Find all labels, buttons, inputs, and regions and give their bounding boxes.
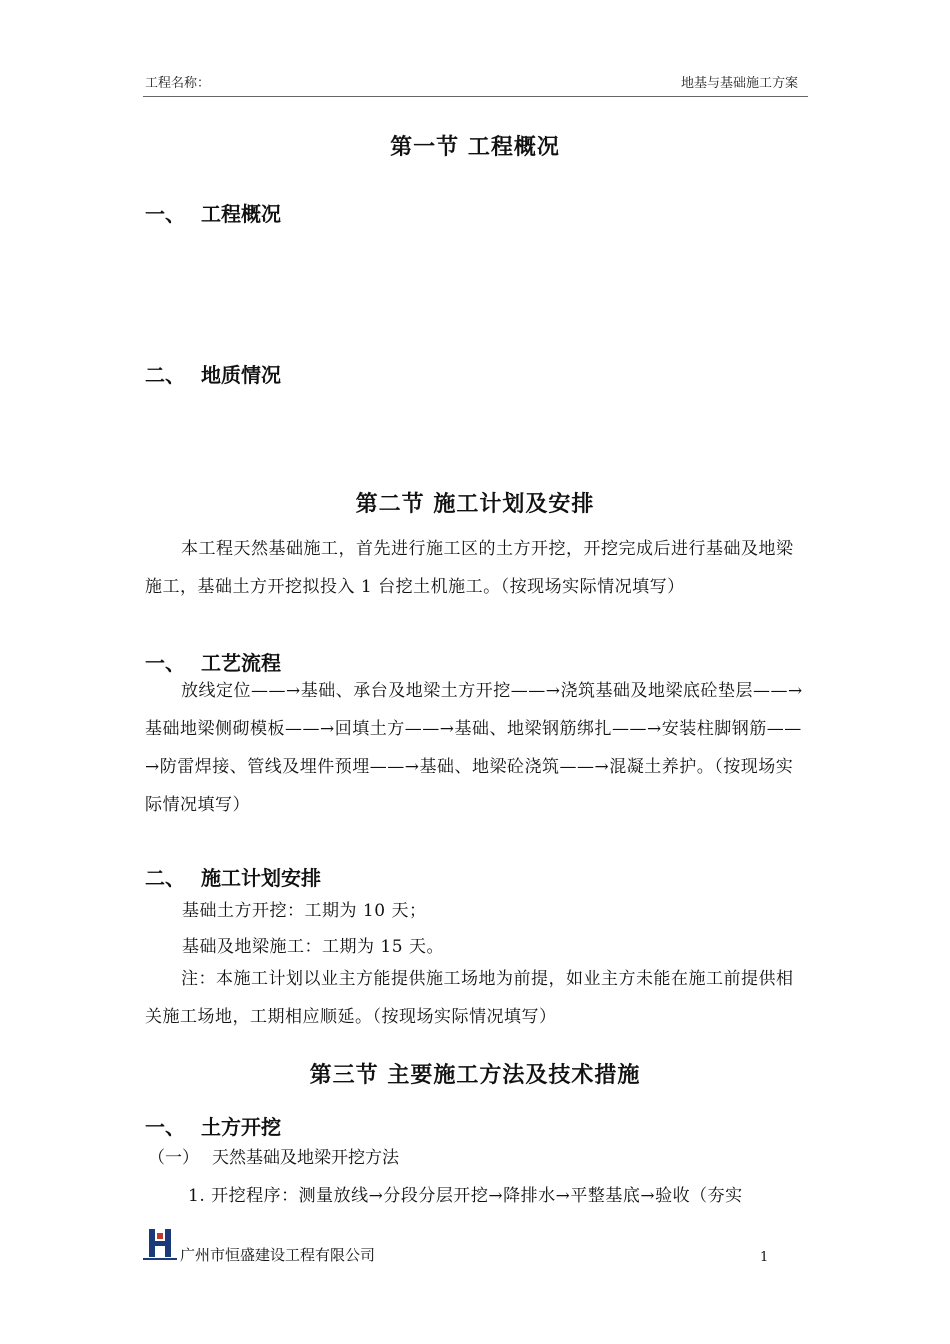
plan-foundation: 基础及地梁施工：工期为 15 天。 bbox=[182, 937, 444, 957]
section-2-title: 第二节 施工计划及安排 bbox=[355, 492, 595, 517]
section-1-title: 第一节 工程概况 bbox=[390, 135, 560, 160]
header-divider bbox=[143, 96, 808, 97]
process-flow-paragraph: 放线定位——→基础、承台及地梁土方开挖——→浇筑基础及地梁底砼垫层——→基础地梁侧砌模板——→回填土方——→基础、地梁钢筋绑扎——→安装柱脚钢筋——→防雷焊接、管线及埋件预埋——→基础、地梁砼浇筑——→混凝土养护。（按现场实际情况填写） bbox=[145, 681, 803, 815]
header-doc-title: 地基与基础施工方案 bbox=[680, 76, 798, 91]
plan-earthwork: 基础土方开挖：工期为 10 天； bbox=[182, 901, 427, 921]
footer-company-name: 广州市恒盛建设工程有限公司 bbox=[180, 1246, 376, 1264]
header-project-name: 工程名称： bbox=[145, 76, 211, 91]
section-2-intro: 本工程天然基础施工，首先进行施工区的土方开挖，开挖完成后进行基础及地梁施工，基础土方开挖拟投入 1 台挖土机施工。（按现场实际情况填写） bbox=[145, 539, 794, 597]
footer-page-number: 1 bbox=[760, 1250, 769, 1265]
heading-text: 工艺流程 bbox=[201, 651, 281, 675]
company-logo-icon bbox=[143, 1225, 177, 1261]
item-excavation-procedure: 1. 开挖程序：测量放线→分段分层开挖→降排水→平整基底→验收（夯实 bbox=[188, 1186, 743, 1206]
heading-1-2 bbox=[145, 359, 281, 388]
heading-1-1 bbox=[145, 198, 281, 227]
heading-text: 工程概况 bbox=[201, 202, 281, 226]
plan-note: 注：本施工计划以业主方能提供施工场地为前提，如业主方未能在施工前提供相关施工场地，工期相应顺延。（按现场实际情况填写） bbox=[145, 969, 794, 1027]
heading-text: 土方开挖 bbox=[201, 1115, 281, 1139]
heading-text: 地质情况 bbox=[201, 363, 281, 387]
subheading-3-1-1 bbox=[148, 1143, 399, 1168]
heading-number: 一、 bbox=[145, 1115, 185, 1139]
subheading-number: （一） bbox=[148, 1148, 199, 1168]
heading-number: 二、 bbox=[145, 866, 185, 890]
subheading-text: 天然基础及地梁开挖方法 bbox=[212, 1148, 399, 1168]
heading-number: 二、 bbox=[145, 363, 185, 387]
heading-3-1 bbox=[145, 1111, 281, 1140]
section-3-title: 第三节 主要施工方法及技术措施 bbox=[309, 1063, 641, 1088]
heading-number: 一、 bbox=[145, 651, 185, 675]
heading-text: 施工计划安排 bbox=[201, 866, 321, 890]
heading-2-2 bbox=[145, 862, 321, 891]
heading-number: 一、 bbox=[145, 202, 185, 226]
